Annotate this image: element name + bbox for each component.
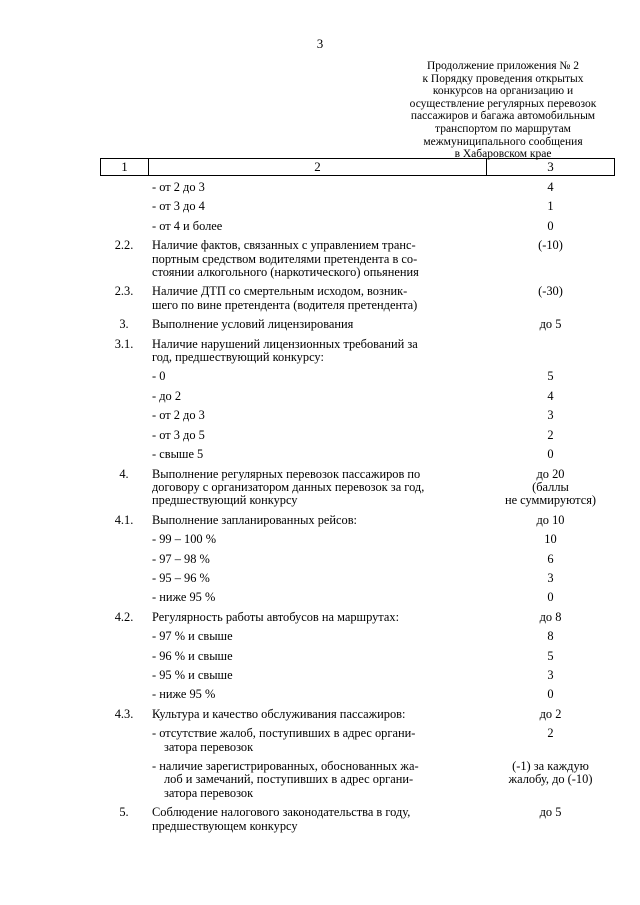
table-row bbox=[100, 448, 615, 461]
row-criterion bbox=[148, 760, 486, 800]
criterion-line: Выполнение условий лицензирования bbox=[152, 317, 354, 332]
criterion-line: Регулярность работы автобусов на маршрутах: bbox=[152, 609, 400, 624]
criterion-line: Наличие ДТП со смертельным исходом, возник- bbox=[152, 284, 408, 299]
criterion-line: портным средством водителями претендента в со- bbox=[152, 251, 418, 266]
criterion-line: - наличие зарегистрированных, обоснованных жа- bbox=[152, 759, 419, 773]
row-number bbox=[100, 533, 148, 546]
criterion-line: - свыше 5 bbox=[152, 447, 204, 462]
score-line: (баллы bbox=[532, 479, 569, 494]
table-row bbox=[100, 318, 615, 331]
row-criterion bbox=[148, 390, 486, 403]
row-criterion bbox=[148, 318, 486, 331]
row-number bbox=[100, 630, 148, 643]
criterion-line: год, предшествующий конкурсу: bbox=[152, 350, 324, 365]
table-row bbox=[100, 200, 615, 213]
header-line: межмуниципального сообщения bbox=[423, 135, 583, 148]
score-line: до 20 bbox=[536, 466, 565, 481]
score-line: 2 bbox=[547, 427, 554, 442]
row-criterion bbox=[148, 338, 486, 365]
row-criterion bbox=[148, 370, 486, 383]
criterion-line: - от 2 до 3 bbox=[152, 180, 205, 194]
row-number bbox=[100, 572, 148, 585]
score-line: 8 bbox=[547, 629, 554, 644]
criterion-line: - от 3 до 4 bbox=[152, 199, 205, 214]
score-line: не суммируются) bbox=[504, 493, 597, 508]
row-score bbox=[486, 688, 615, 701]
score-line: до 10 bbox=[536, 512, 565, 527]
row-criterion bbox=[148, 533, 486, 546]
table-row bbox=[100, 285, 615, 312]
column-header-3: 3 bbox=[547, 159, 554, 174]
criterion-line: затора перевозок bbox=[164, 739, 254, 754]
row-score bbox=[486, 468, 615, 508]
table-body bbox=[100, 181, 615, 839]
criterion-line: - ниже 95 % bbox=[152, 590, 216, 605]
row-criterion bbox=[148, 708, 486, 721]
score-line: до 5 bbox=[539, 317, 562, 332]
table-row bbox=[100, 572, 615, 585]
page-number: 3 bbox=[316, 36, 324, 51]
score-line: (-30) bbox=[538, 284, 563, 299]
table-row bbox=[100, 708, 615, 721]
row-score bbox=[486, 591, 615, 604]
table-row bbox=[100, 760, 615, 800]
score-line: 0 bbox=[547, 590, 554, 605]
row-criterion bbox=[148, 688, 486, 701]
header-line: пассажиров и багажа автомобильным bbox=[410, 110, 596, 123]
score-line: 0 bbox=[547, 218, 554, 233]
row-number bbox=[100, 760, 148, 800]
row-criterion bbox=[148, 239, 486, 279]
row-number bbox=[100, 220, 148, 233]
row-criterion bbox=[148, 611, 486, 624]
row-score bbox=[486, 553, 615, 566]
row-criterion bbox=[148, 806, 486, 833]
criterion-line: Наличие фактов, связанных с управлением транс- bbox=[152, 238, 416, 253]
criterion-line: - 99 – 100 % bbox=[152, 532, 217, 547]
score-line: до 2 bbox=[539, 706, 562, 721]
row-number bbox=[100, 553, 148, 566]
table-row bbox=[100, 688, 615, 701]
row-criterion bbox=[148, 669, 486, 682]
row-number bbox=[100, 727, 148, 754]
score-line: жалобу, до (-10) bbox=[508, 772, 593, 787]
row-number: 4.1. bbox=[114, 512, 134, 527]
row-criterion bbox=[148, 572, 486, 585]
row-criterion bbox=[148, 448, 486, 461]
row-number: 4.2. bbox=[114, 609, 134, 624]
row-score bbox=[486, 727, 615, 754]
score-line: 5 bbox=[547, 648, 554, 663]
row-criterion bbox=[148, 553, 486, 566]
score-line: 3 bbox=[547, 408, 554, 423]
row-number: 2.3. bbox=[114, 284, 134, 299]
row-score bbox=[486, 611, 615, 624]
score-line: 4 bbox=[547, 180, 554, 194]
table-row bbox=[100, 370, 615, 383]
table-row bbox=[100, 630, 615, 643]
criterion-line: Выполнение регулярных перевозок пассажиров по bbox=[152, 466, 421, 481]
table-row bbox=[100, 409, 615, 422]
row-criterion bbox=[148, 650, 486, 663]
criterion-line: Выполнение запланированных рейсов: bbox=[152, 512, 358, 527]
row-score bbox=[486, 370, 615, 383]
row-number bbox=[100, 669, 148, 682]
criterion-line: - до 2 bbox=[152, 388, 182, 403]
row-criterion bbox=[148, 591, 486, 604]
table-row bbox=[100, 533, 615, 546]
document-header bbox=[390, 60, 616, 161]
criterion-line: - 96 % и свыше bbox=[152, 648, 233, 663]
criterion-line: Соблюдение налогового законодательства в году, bbox=[152, 805, 411, 820]
table-row bbox=[100, 806, 615, 833]
row-criterion bbox=[148, 181, 486, 194]
criterion-line: - от 4 и более bbox=[152, 218, 223, 233]
row-number: 3.1. bbox=[114, 336, 134, 351]
row-number: 4.3. bbox=[114, 706, 134, 721]
criterion-line: - 95 – 96 % bbox=[152, 570, 210, 585]
row-number bbox=[100, 181, 148, 194]
criterion-line: - 0 bbox=[152, 369, 166, 384]
table-row bbox=[100, 591, 615, 604]
header-line: Продолжение приложения № 2 bbox=[426, 60, 580, 72]
row-score bbox=[486, 514, 615, 527]
row-criterion bbox=[148, 220, 486, 233]
row-score bbox=[486, 239, 615, 279]
column-header-2: 2 bbox=[149, 159, 487, 175]
row-number bbox=[100, 429, 148, 442]
table-row bbox=[100, 239, 615, 279]
criterion-line: затора перевозок bbox=[164, 785, 254, 800]
row-score bbox=[486, 429, 615, 442]
row-number bbox=[100, 409, 148, 422]
table-row bbox=[100, 181, 615, 194]
row-score bbox=[486, 318, 615, 331]
row-score bbox=[486, 200, 615, 213]
row-criterion bbox=[148, 429, 486, 442]
row-number: 4. bbox=[119, 466, 129, 481]
row-score bbox=[486, 806, 615, 833]
row-number bbox=[100, 448, 148, 461]
score-line: до 5 bbox=[539, 805, 562, 820]
header-line: транспортом по маршрутам bbox=[435, 122, 571, 135]
row-score bbox=[486, 285, 615, 312]
score-line: 3 bbox=[547, 570, 554, 585]
row-score bbox=[486, 708, 615, 721]
row-criterion bbox=[148, 409, 486, 422]
score-line: 0 bbox=[547, 447, 554, 462]
score-line: 10 bbox=[544, 532, 557, 547]
row-number bbox=[100, 650, 148, 663]
row-number: 5. bbox=[119, 805, 129, 820]
score-line: до 8 bbox=[539, 609, 562, 624]
criterion-line: договору с организатором данных перевозок за год, bbox=[152, 479, 425, 494]
score-line: (-1) за каждую bbox=[512, 759, 589, 773]
row-criterion bbox=[148, 727, 486, 754]
criterion-line: стоянии алкогольного (наркотического) опьянения bbox=[152, 265, 419, 280]
column-header-1: 1 bbox=[101, 159, 149, 175]
table-row bbox=[100, 669, 615, 682]
row-number bbox=[100, 591, 148, 604]
criterion-line: Наличие нарушений лицензионных требований за bbox=[152, 336, 418, 351]
table-row bbox=[100, 390, 615, 403]
table-header bbox=[100, 158, 615, 176]
row-criterion bbox=[148, 514, 486, 527]
row-score bbox=[486, 409, 615, 422]
criterion-line: лоб и замечаний, поступивших в адрес органи- bbox=[164, 772, 414, 787]
header-line: конкурсов на организацию и bbox=[432, 85, 574, 98]
header-line: к Порядку проведения открытых bbox=[422, 72, 584, 85]
row-criterion bbox=[148, 285, 486, 312]
row-number: 2.2. bbox=[114, 238, 134, 253]
table-row bbox=[100, 553, 615, 566]
table-row bbox=[100, 650, 615, 663]
criterion-line: - 95 % и свыше bbox=[152, 667, 233, 682]
row-number: 3. bbox=[119, 317, 129, 332]
row-score bbox=[486, 669, 615, 682]
row-score bbox=[486, 650, 615, 663]
criterion-line: - 97 – 98 % bbox=[152, 551, 210, 566]
row-score bbox=[486, 572, 615, 585]
row-criterion bbox=[148, 630, 486, 643]
row-score bbox=[486, 630, 615, 643]
criterion-line: предшествующий конкурсу bbox=[152, 493, 298, 508]
table-row bbox=[100, 611, 615, 624]
header-line: в Хабаровском крае bbox=[454, 148, 552, 161]
score-line: 3 bbox=[547, 667, 554, 682]
row-number bbox=[100, 200, 148, 213]
score-line: 4 bbox=[547, 388, 554, 403]
criterion-line: - ниже 95 % bbox=[152, 687, 216, 702]
criterion-line: предшествующем конкурсу bbox=[152, 818, 298, 833]
row-number bbox=[100, 688, 148, 701]
score-line: 6 bbox=[547, 551, 554, 566]
table-row bbox=[100, 727, 615, 754]
criterion-line: - от 2 до 3 bbox=[152, 408, 205, 423]
criterion-line: шего по вине претендента (водителя претендента) bbox=[152, 297, 418, 312]
criterion-line: - от 3 до 5 bbox=[152, 427, 205, 442]
row-score bbox=[486, 338, 615, 365]
header-line: осуществление регулярных перевозок bbox=[409, 97, 597, 110]
criterion-line: - отсутствие жалоб, поступивших в адрес органи- bbox=[152, 726, 416, 741]
table-row bbox=[100, 220, 615, 233]
score-line: 0 bbox=[547, 687, 554, 702]
criterion-line: Культура и качество обслуживания пассажиров: bbox=[152, 706, 406, 721]
row-score bbox=[486, 448, 615, 461]
row-criterion bbox=[148, 468, 486, 508]
row-score bbox=[486, 533, 615, 546]
row-score bbox=[486, 760, 615, 800]
table-row bbox=[100, 468, 615, 508]
table-row bbox=[100, 514, 615, 527]
table-row bbox=[100, 338, 615, 365]
score-line: 2 bbox=[547, 726, 554, 741]
row-criterion bbox=[148, 200, 486, 213]
table-row bbox=[100, 429, 615, 442]
score-line: 5 bbox=[547, 369, 554, 384]
score-line: 1 bbox=[547, 199, 554, 214]
row-score bbox=[486, 220, 615, 233]
row-score bbox=[486, 390, 615, 403]
row-score bbox=[486, 181, 615, 194]
criterion-line: - 97 % и свыше bbox=[152, 629, 233, 644]
score-line: (-10) bbox=[538, 238, 563, 253]
row-number bbox=[100, 390, 148, 403]
row-number bbox=[100, 370, 148, 383]
